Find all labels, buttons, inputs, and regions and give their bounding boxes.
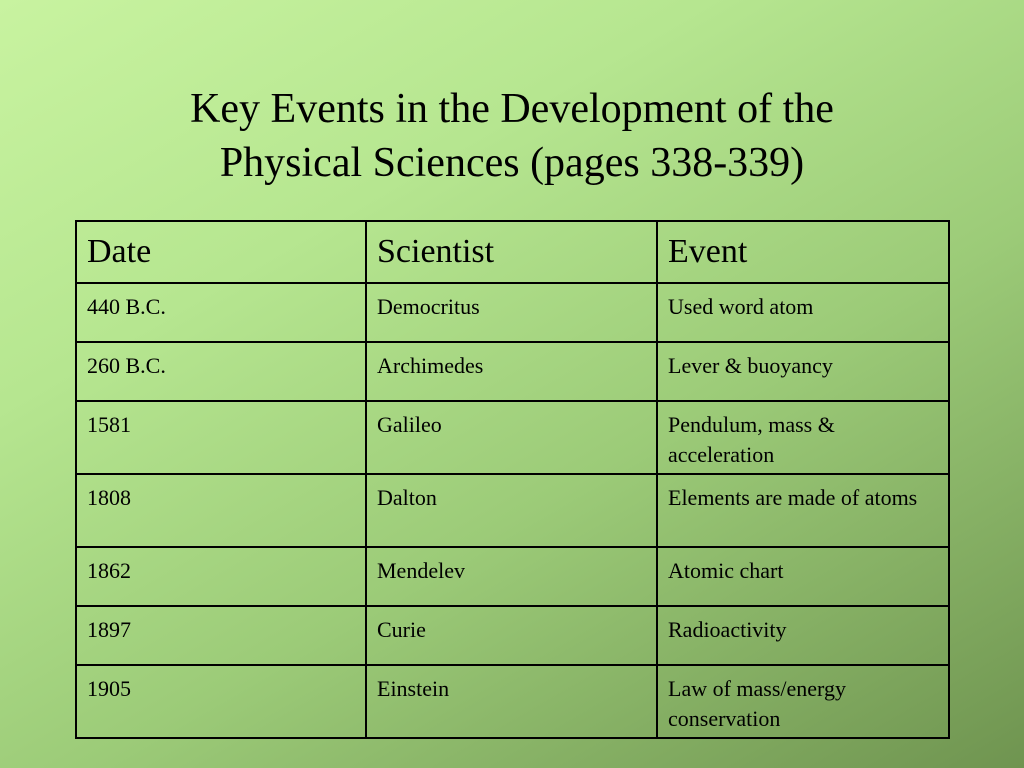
events-table: [75, 220, 950, 739]
cell-scientist: Dalton: [366, 474, 657, 547]
cell-event: Pendulum, mass & acceleration: [657, 401, 949, 474]
table-row: [76, 606, 949, 665]
cell-date: 1897: [76, 606, 366, 665]
cell-event: Used word atom: [657, 283, 949, 342]
slide-title-line-2: Physical Sciences (pages 338-339): [219, 140, 805, 186]
cell-event: Lever & buoyancy: [657, 342, 949, 401]
header-event: Event: [657, 221, 949, 283]
table-row: [76, 474, 949, 547]
header-date: Date: [76, 221, 366, 283]
slide-title: [0, 82, 1024, 190]
cell-scientist: Democritus: [366, 283, 657, 342]
table-row: [76, 401, 949, 474]
table-row: [76, 283, 949, 342]
cell-event: Elements are made of atoms: [657, 474, 949, 547]
cell-date: 260 B.C.: [76, 342, 366, 401]
cell-scientist: Mendelev: [366, 547, 657, 606]
table-row: [76, 342, 949, 401]
table-header-row: [76, 221, 949, 283]
cell-date: 1581: [76, 401, 366, 474]
cell-scientist: Galileo: [366, 401, 657, 474]
cell-date: 1862: [76, 547, 366, 606]
cell-date: 1808: [76, 474, 366, 547]
header-scientist: Scientist: [366, 221, 657, 283]
cell-scientist: Curie: [366, 606, 657, 665]
table-row: [76, 547, 949, 606]
cell-event: Law of mass/energy conservation: [657, 665, 949, 738]
cell-date: 1905: [76, 665, 366, 738]
cell-scientist: Archimedes: [366, 342, 657, 401]
cell-event: Radioactivity: [657, 606, 949, 665]
cell-date: 440 B.C.: [76, 283, 366, 342]
cell-scientist: Einstein: [366, 665, 657, 738]
cell-event: Atomic chart: [657, 547, 949, 606]
slide-title-line-1: Key Events in the Development of the: [190, 86, 834, 132]
table-row: [76, 665, 949, 738]
